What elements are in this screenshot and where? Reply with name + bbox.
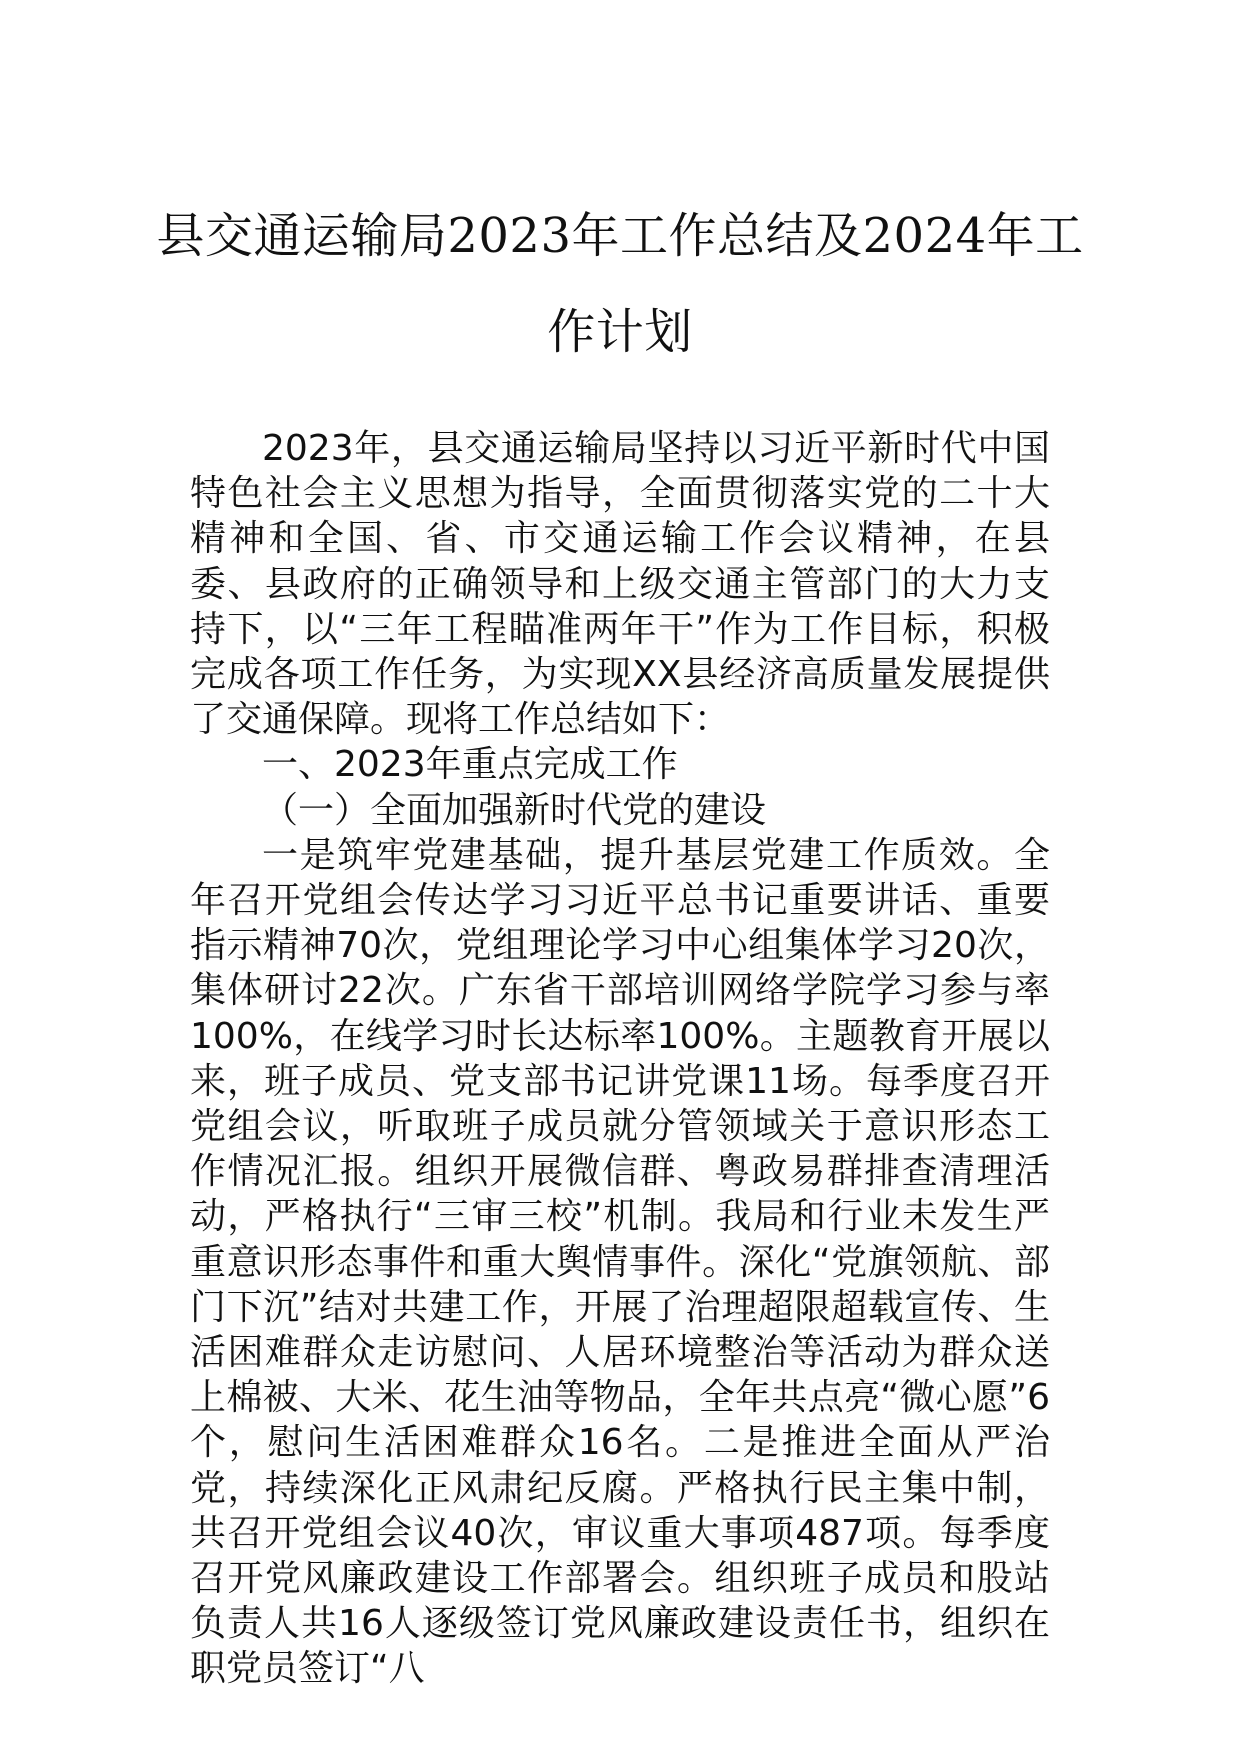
section-heading: 一、2023年重点完成工作 (262, 744, 678, 786)
subsection-heading: （一）全面加强新时代党的建设 (262, 789, 767, 831)
body-paragraph: 一是筑牢党建基础，提升基层党建工作质效。全年召开党组会传达学习习近平总书记重要讲话、重要指示精神70次，党组理论学习中心组集体学习20次，集体研讨22次。广东省干部培训网络学院学习参与率100%，在线学习时长达标率100%。主题教育开展以来，班子成员、党支部书记讲党课11场。每季度召开党组会议，听取班子成员就分管领域关于意识形态工作情况汇报。组织开展微信群、粤政易群排查清理活动，严格执行“三审三校”机制。我局和行业未发生严重意识形态事件和重大舆情事件。深化“党旗领航、部门下沉”结对共建工作，开展了治理超限超载宣传、生活困难群众走访慰问、人居环境整治等活动为群众送上棉被、大米、花生油等物品，全年共点亮“微心愿”6个，慰问生活困难群众16名。二是推进全面从严治党，持续深化正风肃纪反腐。严格执行民主集中制，共召开党组会议40次，审议重大事项487项。每季度召开党风廉政建设工作部署会。组织班子成员和股站负责人共16人逐级签订党风廉政建设责任书，组织在职党员签订“八 (190, 834, 1050, 1690)
document-body (190, 426, 1050, 1692)
intro-paragraph: 2023年，县交通运输局坚持以习近平新时代中国特色社会主义思想为指导，全面贯彻落实党的二十大精神和全国、省、市交通运输工作会议精神，在县委、县政府的正确领导和上级交通主管部门的大力支持下，以“三年工程瞄准两年干”作为工作目标，积极完成各项工作任务，为实现XX县经济高质量发展提供了交通保障。现将工作总结如下： (190, 428, 1050, 741)
document-title: 县交通运输局2023年工作总结及2024年工作计划 (156, 208, 1084, 360)
